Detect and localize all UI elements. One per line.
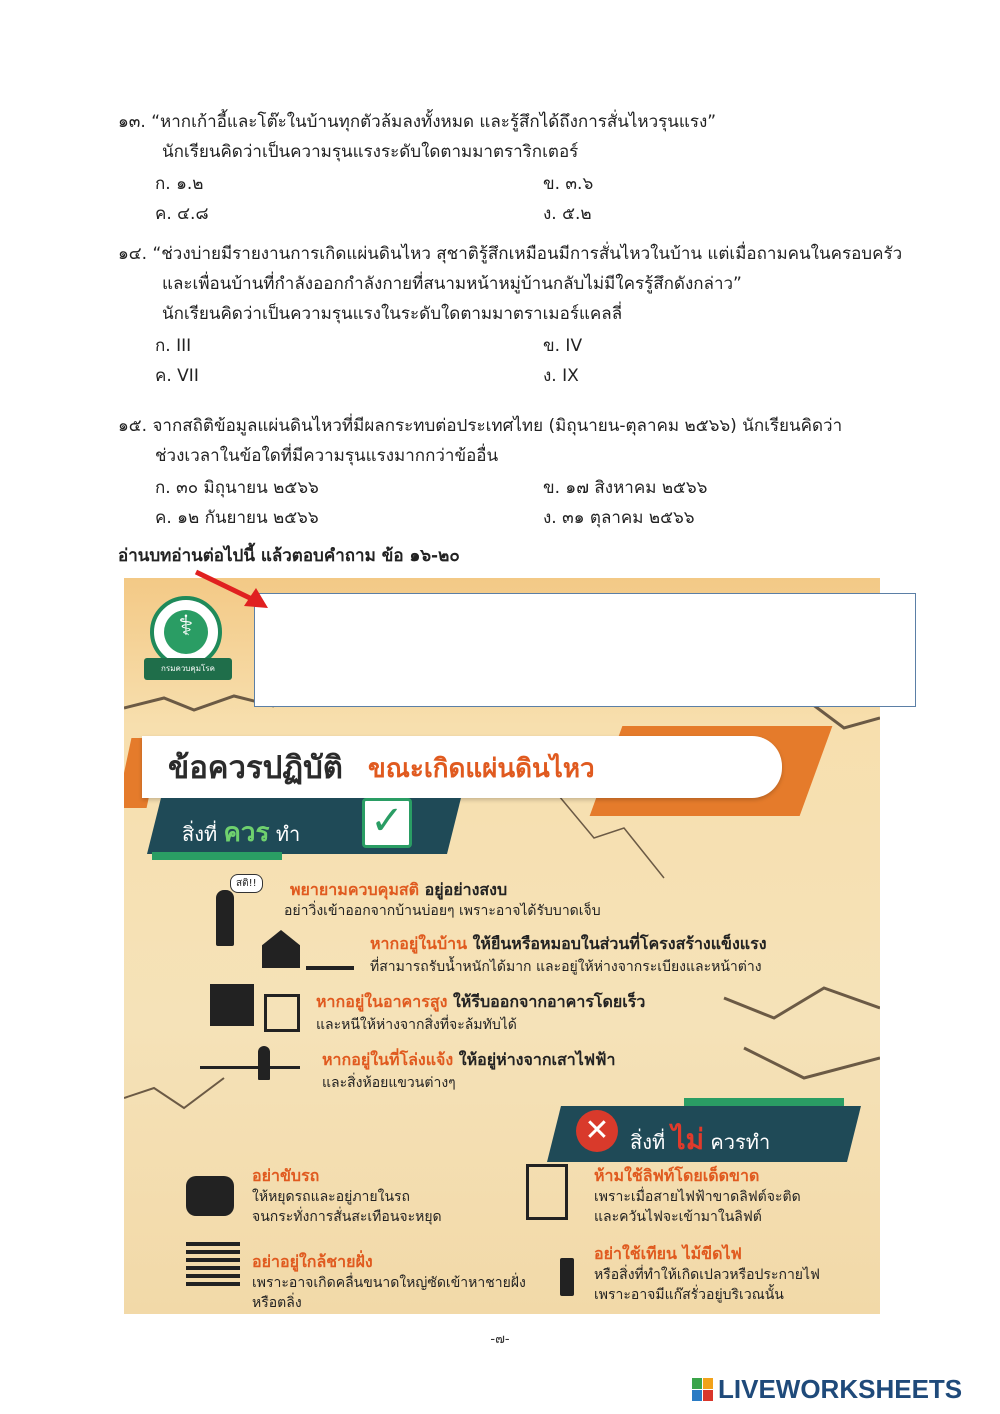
liveworksheets-logo-icon — [692, 1378, 714, 1402]
elevator-icon — [526, 1164, 568, 1220]
dont-item-2-line2: เพราะเมื่อสายไฟฟ้าขาดลิฟต์จะติด — [594, 1189, 801, 1205]
dont-item-4-line3: เพราะอาจมีแก๊สรั่วอยู่บริเวณนั้น — [594, 1287, 784, 1303]
do-item-2-text: ที่สามารถรับน้ำหนักได้มาก และอยู่ให้ห่างจากระเบียงและหน้าต่าง — [370, 959, 762, 975]
dont-item-1-line3: จนกระทั่งการสั่นสะเทือนจะหยุด — [252, 1209, 442, 1225]
candle-icon — [560, 1258, 574, 1296]
q14-option-c: ค. VII — [155, 366, 199, 386]
q15-line-2: ช่วงเวลาในข้อใดที่มีความรุนแรงมากกว่าข้ออื่น — [155, 446, 499, 466]
dont-item-1-line2: ให้หยุดรถและอยู่ภายในรถ — [252, 1189, 411, 1205]
person-icon — [216, 890, 234, 946]
q15-option-c: ค. ๑๒ กันยายน ๒๕๖๖ — [155, 508, 319, 528]
red-arrow-icon — [192, 566, 272, 616]
reading-heading: อ่านบทอ่านต่อไปนี้ แล้วตอบคำถาม ข้อ ๑๖-๒๐ — [118, 546, 460, 566]
wave-icon — [186, 1242, 240, 1286]
dont-item-4-line2: หรือสิ่งที่ทำให้เกิดเปลวหรือประกายไฟ — [594, 1267, 820, 1283]
q13-option-d: ง. ๕.๒ — [543, 204, 592, 224]
do-item-3-title: หากอยู่ในอาคารสูง ให้รีบออกจากอาคารโดยเร็ว — [316, 992, 646, 1011]
do-item-1-text: อย่าวิ่งเข้าออกจากบ้านบ่อยๆ เพราะอาจได้รับบาดเจ็บ — [284, 903, 601, 919]
q14-line-2: และเพื่อนบ้านที่กำลังออกกำลังกายที่สนามหน้าหมู่บ้านกลับไม่มีใครรู้สึกดังกล่าว” — [162, 274, 742, 294]
power-pole-icon — [200, 1066, 300, 1069]
dont-item-3-line3: หรือตลิ่ง — [252, 1295, 302, 1311]
q14-option-b: ข. IV — [543, 336, 583, 356]
dont-item-1-title: อย่าขับรถ — [252, 1166, 320, 1185]
table-shelter-icon — [306, 936, 354, 970]
q13-line-2: นักเรียนคิดว่าเป็นความรุนแรงระดับใดตามมาตราริกเตอร์ — [162, 142, 579, 162]
q15-option-d: ง. ๓๑ ตุลาคม ๒๕๖๖ — [543, 508, 695, 528]
do-item-3-text: และหนีให้ห่างจากสิ่งที่จะล้มทับได้ — [316, 1017, 517, 1033]
should-do-label: สิ่งที่ ควร ทำ — [182, 818, 301, 848]
check-icon: ✓ — [362, 798, 412, 848]
q13-line-1: ๑๓. “หากเก้าอี้และโต๊ะในบ้านทุกตัวล้มลงทั้งหมด และรู้สึกได้ถึงการสั่นไหวรุนแรง” — [118, 112, 717, 132]
q14-line-1: ๑๔. “ช่วงบ่ายมีรายงานการเกิดแผ่นดินไหว สุชาติรู้สึกเหมือนมีการสั่นไหวในบ้าน แต่เมื่อถามคนในครอบครัว — [118, 244, 903, 264]
dont-item-3-line2: เพราะอาจเกิดคลื่นขนาดใหญ่ซัดเข้าหาชายฝั่ง — [252, 1275, 526, 1291]
q13-option-a: ก. ๑.๒ — [155, 174, 204, 194]
building-icon — [210, 984, 254, 1026]
answer-input-box[interactable] — [254, 593, 916, 707]
dont-item-3-title: อย่าอยู่ใกล้ชายฝั่ง — [252, 1252, 373, 1271]
ministry-logo-icon: ⚕ — [150, 596, 222, 668]
do-item-1-title: พยายามควบคุมสติ อยู่อย่างสงบ — [290, 880, 508, 899]
do-item-4-title: หากอยู่ในที่โล่งแจ้ง ให้อยู่ห่างจากเสาไฟฟ้า — [322, 1050, 616, 1069]
q15-line-1: ๑๕. จากสถิติข้อมูลแผ่นดินไหวที่มีผลกระทบต่อประเทศไทย (มิถุนายน-ตุลาคม ๒๕๖๖) นักเรียนคิดว่า — [118, 416, 843, 436]
car-icon — [186, 1176, 234, 1216]
cross-icon: ✕ — [576, 1110, 618, 1152]
speech-bubble: สติ!! — [230, 874, 263, 893]
page-number: -๗- — [490, 1332, 510, 1347]
q14-option-a: ก. III — [155, 336, 192, 356]
q15-option-b: ข. ๑๗ สิงหาคม ๒๕๖๖ — [543, 478, 708, 498]
exit-icon — [264, 994, 300, 1032]
liveworksheets-brand[interactable]: LIVEWORKSHEETS — [718, 1374, 963, 1404]
person-open-field-icon — [258, 1046, 270, 1080]
dont-item-2-line3: และควันไฟจะเข้ามาในลิฟต์ — [594, 1209, 762, 1225]
poster-title-orange: ขณะเกิดแผ่นดินไหว — [368, 754, 595, 784]
dont-item-4-title: อย่าใช้เทียน ไม้ขีดไฟ — [594, 1244, 742, 1263]
dont-item-2-title: ห้ามใช้ลิฟท์โดยเด็ดขาด — [594, 1166, 760, 1185]
poster-title-black: ข้อควรปฏิบัติ — [168, 750, 343, 786]
q13-option-b: ข. ๓.๖ — [543, 174, 594, 194]
should-not-do-label: สิ่งที่ ไม่ ควรทำ — [630, 1123, 771, 1156]
do-item-4-text: และสิ่งห้อยแขวนต่างๆ — [322, 1075, 456, 1091]
q13-option-c: ค. ๔.๘ — [155, 204, 209, 224]
q15-option-a: ก. ๓๐ มิถุนายน ๒๕๖๖ — [155, 478, 319, 498]
department-label: กรมควบคุมโรค — [144, 658, 232, 680]
do-item-2-title: หากอยู่ในบ้าน ให้ยืนหรือหมอบในส่วนที่โครงสร้างแข็งแรง — [370, 934, 767, 953]
q14-line-3: นักเรียนคิดว่าเป็นความรุนแรงในระดับใดตามมาตราเมอร์แคลลี่ — [162, 304, 623, 324]
q14-option-d: ง. IX — [543, 366, 579, 386]
